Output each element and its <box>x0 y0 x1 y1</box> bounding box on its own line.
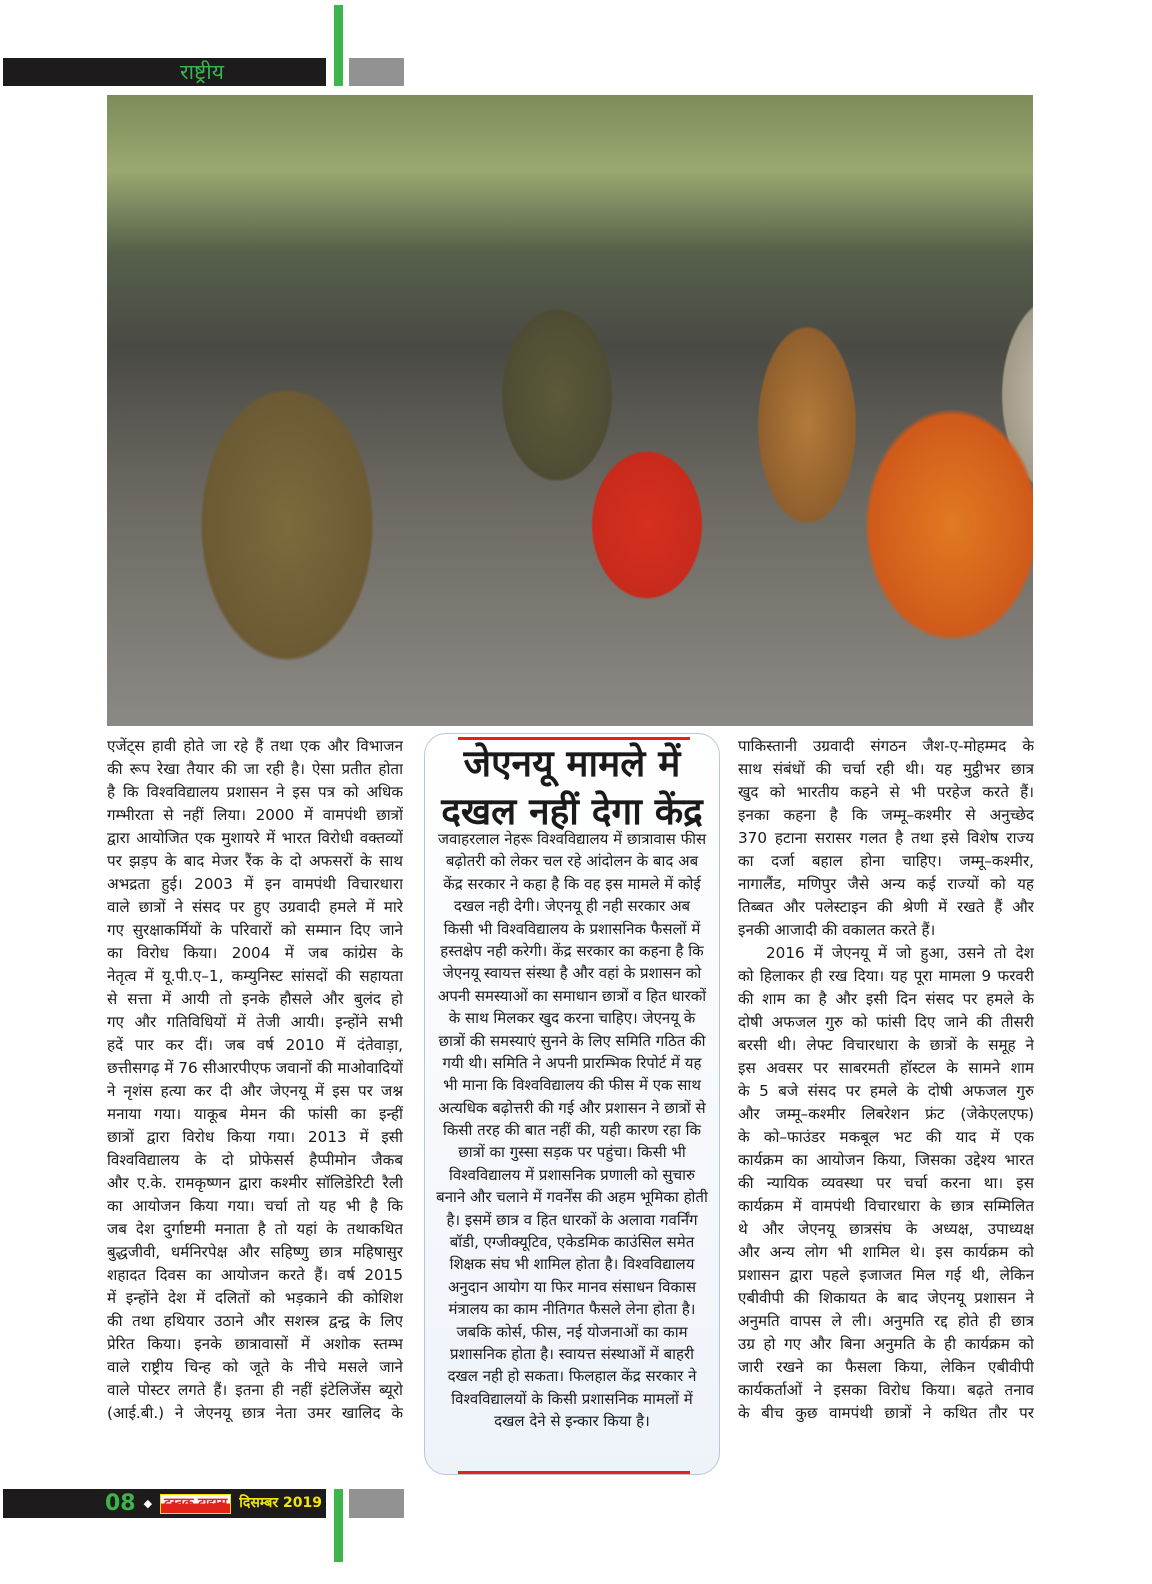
text-line: की न्यायिक व्यवस्था पर चर्चा करना था। इस <box>738 1174 1034 1192</box>
section-label: राष्ट्रीय <box>180 60 224 84</box>
text-line: इनकी आजादी की वकालत करते हैं। <box>738 921 936 939</box>
headline-line-1: जेएनयू मामले में <box>463 742 681 785</box>
text-line: प्रशासनिक होता है। स्वायत्त संस्थाओं में बाहरी <box>449 1344 695 1363</box>
text-line: शिक्षक संघ भी शामिल होता है। विश्वविद्यालय <box>449 1255 695 1274</box>
text-line: जबकि कोर्स, फीस, नई योजनाओं का काम <box>456 1322 688 1341</box>
text-line: हदें पार कर दीं। जब वर्ष 2010 में दंतेवाड़ा, <box>107 1036 403 1054</box>
text-line: किसी तरह की बात नहीं की, यही कारण रहा कि <box>442 1121 702 1140</box>
text-line: गए सुरक्षाकर्मियों के परिवारों को सम्मान दिए जाने <box>107 921 403 939</box>
text-line: बढ़ोतरी को लेकर चल रहे आंदोलन के बाद अब <box>445 852 699 871</box>
text-line: कार्यकर्ताओं ने इसका विरोध किया। बढ़ते तनाव <box>738 1381 1034 1399</box>
text-line: गयी थी। समिति ने अपनी प्रारम्भिक रिपोर्ट में यह <box>442 1053 702 1072</box>
text-line: और जम्मू–कश्मीर लिबरेशन फ्रंट (जेकेएलएफ) <box>738 1105 1034 1123</box>
text-line: वाले छात्रों ने संसद पर हुए उग्रवादी हमले में मारे <box>107 898 403 916</box>
text-line: 2016 में जेएनयू में जो हुआ, उसने तो देश <box>766 944 1034 962</box>
text-line: गम्भीरता से नहीं लिया। 2000 में वामपंथी छात्रों <box>107 806 403 824</box>
text-line: द्वारा आयोजित एक मुशायरे में भारत विरोधी वक्तव्यों <box>107 829 403 847</box>
protest-photo <box>107 95 1033 726</box>
text-line: तिब्बत और पलेस्टाइन की श्रेणी में रखते हैं और <box>738 898 1034 916</box>
text-line: के को–फाउंडर मकबूल भट की याद में एक <box>738 1128 1034 1146</box>
text-line: किसी भी विश्वविद्यालय के प्रशासनिक फैसलों में <box>443 919 701 938</box>
text-line: हस्तक्षेप नही करेगी। केंद्र सरकार का कहना है कि <box>440 941 704 960</box>
text-line: जारी रखने का फैसला किया, लेकिन एबीवीपी <box>738 1358 1034 1376</box>
text-line: एजेंट्स हावी होते जा रहे हैं तथा एक और विभाजन <box>107 737 403 755</box>
text-line: गए और गतिविधियों में तेजी आयी। इन्होंने सभी <box>107 1013 403 1031</box>
header-bar <box>3 58 326 86</box>
footer-green-accent <box>334 1489 343 1562</box>
text-line: के 5 बजे संसद पर हमले के दोषी अफजल गुरु <box>738 1082 1034 1100</box>
text-line: 370 हटाना सरासर गलत है तथा इसे विशेष राज्य <box>738 829 1034 847</box>
text-line: पाकिस्तानी उग्रवादी संगठन जैश-ए-मोहम्मद के <box>738 737 1034 755</box>
text-line: विश्वविद्यालयों के किसी प्रशासनिक मामलों में <box>451 1389 693 1408</box>
text-line: बनाने और चलाने में गवर्नेंस की अहम भूमिका होती <box>436 1188 708 1207</box>
text-line: बरसी थी। लेफ्ट विचारधारा के छात्रों के समूह ने <box>738 1036 1034 1054</box>
text-line: और ए.के. रामकृष्णन द्वारा कश्मीर सॉलिडेरिटी रैली <box>107 1174 403 1192</box>
text-line: प्रेरित किया। इनके छात्रावासों में अशोक स्तम्भ <box>107 1335 403 1353</box>
text-line: मंत्रालय का काम नीतिगत फैसले लेना होता है। <box>448 1300 696 1319</box>
text-line: है। इसमें छात्र व हित धारकों के अलावा गवर्निंग <box>446 1210 698 1229</box>
text-line: इनका कहना है कि जम्मू–कश्मीर से अनुच्छेद <box>738 806 1034 824</box>
text-line: जब देश दुर्गाष्टमी मनाता है तो यहां के तथाकथित <box>107 1220 403 1238</box>
text-line: की शाम का है और इसी दिन संसद पर हमले के <box>738 990 1034 1008</box>
text-line: खुद को भारतीय कहने से भी परहेज करते हैं। <box>738 783 1034 801</box>
text-line: है कि विश्वविद्यालय प्रशासन ने इस पत्र को अधिक <box>107 783 403 801</box>
text-line: पर झड़प के बाद मेजर रैंक के दो अफसरों के साथ <box>107 852 403 870</box>
text-line: विश्वविद्यालय में प्रशासनिक प्रणाली को सुचारु <box>449 1165 695 1184</box>
text-line: मनाया गया। याकूब मेमन की फांसी का इन्हीं <box>107 1105 403 1123</box>
text-line: का विरोध किया। 2004 में जब कांग्रेस के <box>107 944 403 962</box>
text-line: अनुमति वापस ले ली। अनुमति रद्द होते ही छात्र <box>738 1312 1034 1330</box>
text-line: दखल देने से इन्कार किया है। <box>494 1412 650 1431</box>
header-gray-block <box>349 58 404 86</box>
text-line: इस अवसर पर साबरमती हॉस्टल के सामने शाम <box>738 1059 1034 1077</box>
text-line: प्रशासन द्वारा पहले इजाजत मिल गई थी, लेकिन <box>738 1266 1034 1284</box>
footer-gray-block <box>349 1489 404 1518</box>
article-column-left <box>107 735 403 1425</box>
text-line: दोषी अफजल गुरु को फांसी दिए जाने की तीसरी <box>738 1013 1034 1031</box>
text-line: को हिलाकर ही रख दिया। यह पूरा मामला 9 फरवरी <box>738 967 1034 985</box>
page-number: 08 <box>105 1491 136 1516</box>
text-line: साथ संबंधों की चर्चा रही थी। यह मुट्ठीभर छात्र <box>738 760 1034 778</box>
text-line: अनुदान आयोग या फिर मानव संसाधन विकास <box>447 1277 697 1296</box>
text-line: अपनी समस्याओं का समाधान छात्रों व हित धारकों <box>437 986 707 1005</box>
text-line: के साथ मिलकर खुद करना चाहिए। जेएनयू के <box>448 1009 696 1028</box>
text-line: की तथा हथियार उठाने और सशस्त्र द्वन्द्व के लिए <box>107 1312 403 1330</box>
header-green-accent <box>334 5 343 86</box>
text-line: से सत्ता में आयी तो इनके हौसले और बुलंद हो <box>107 990 403 1008</box>
text-line: शहादत दिवस का आयोजन करते हैं। वर्ष 2015 <box>107 1266 403 1284</box>
text-line: जेएनयू स्वायत्त संस्था है और वहां के प्रशासन को <box>442 964 702 983</box>
text-line: छात्रों का गुस्सा सड़क पर पहुंचा। किसी भी <box>458 1143 686 1162</box>
text-line: नेतृत्व में यू.पी.ए–1, कम्युनिस्ट सांसदों की सहायता <box>107 967 403 985</box>
text-line: एबीवीपी की शिकायत के बाद जेएनयू प्रशासन ने <box>738 1289 1034 1307</box>
text-line: अभद्रता हुई। 2003 में इन वामपंथी विचारधारा <box>107 875 403 893</box>
sidebar-headline <box>424 740 720 836</box>
text-line: केंद्र सरकार ने कहा है कि वह इस मामले में कोई <box>443 874 701 893</box>
text-line: छत्तीसगढ़ में 76 सीआरपीएफ जवानों की माओवादियों <box>107 1059 403 1077</box>
text-line: वाले राष्ट्रीय चिन्ह को जूते के नीचे मसले जाने <box>107 1358 403 1376</box>
text-line: कार्यक्रम में वामपंथी विचारधारा के छात्र सम्मिलित <box>738 1197 1034 1215</box>
text-line: जवाहरलाल नेहरू विश्वविद्यालय में छात्रावास फीस <box>437 830 707 848</box>
text-line: थे और जेएनयू छात्रसंघ के अध्यक्ष, उपाध्यक्ष <box>738 1220 1034 1238</box>
text-line: के बीच कुछ वामपंथी छात्रों ने कथित तौर पर <box>738 1404 1034 1422</box>
footer-folio <box>105 1489 322 1518</box>
text-line: की रूप रेखा तैयार की जा रही है। ऐसा प्रतीत होता <box>107 760 403 778</box>
text-line: छात्रों की समस्याएं सुनने के लिए समिति गठित की <box>438 1031 706 1050</box>
text-line: कार्यक्रम का आयोजन किया, जिसका उद्देश्य भारत <box>738 1151 1034 1169</box>
text-line: नागालैंड, मणिपुर जैसे अन्य कई राज्यों को यह <box>738 875 1034 893</box>
sidebar-body <box>424 828 720 1433</box>
text-line: (आई.बी.) ने जेएनयू छात्र नेता उमर खालिद के <box>107 1404 403 1422</box>
text-line: भी माना कि विश्वविद्यालय की फीस में एक साथ <box>443 1076 701 1095</box>
text-line: बुद्धजीवी, धर्मनिरपेक्ष और सहिष्णु छात्र महिषासुर <box>107 1243 403 1261</box>
text-line: वाले पोस्टर लगते हैं। इतना ही नहीं इंटेलिजेंस ब्यूरो <box>107 1381 403 1399</box>
text-line: दखल नही हो सकता। फिलहाल केंद्र सरकार ने <box>447 1367 697 1386</box>
text-line: छात्रों द्वारा विरोध किया गया। 2013 में इसी <box>107 1128 403 1146</box>
headline-line-2: दखल नहीं देगा केंद्र <box>441 790 703 833</box>
sidebar-bottom-rule <box>458 1471 690 1474</box>
text-line: उग्र हो गए और बिना अनुमति के ही कार्यक्रम को <box>738 1335 1034 1353</box>
text-line: का आयोजन किया गया। चर्चा तो यह भी है कि <box>107 1197 403 1215</box>
text-line: में इन्होंने देश में दलितों को भड़काने की कोशिश <box>107 1289 403 1307</box>
text-line: विश्वविद्यालय के दो प्रोफेसर्स हैप्पीमोन जैकब <box>107 1151 403 1169</box>
publication-logo: दस्तक टाइम्स <box>160 1494 231 1514</box>
text-line: अत्यधिक बढ़ोत्तरी की गई और प्रशासन ने छात्रों से <box>438 1098 706 1117</box>
text-line: और अन्य लोग भी शामिल थे। इस कार्यक्रम को <box>738 1243 1034 1261</box>
article-column-right <box>738 735 1034 1425</box>
text-line: ने नृशंस हत्या कर दी और जेएनयू में इस पर जश्न <box>107 1082 403 1100</box>
issue-date: दिसम्बर 2019 <box>239 1495 322 1511</box>
text-line: दखल नही देगी। जेएनयू ही नही सरकार अब <box>453 897 691 916</box>
diamond-bullet-icon: ◆ <box>143 1497 153 1510</box>
text-line: बॉडी, एग्जीक्यूटिव, एकेडमिक काउंसिल समेत <box>449 1233 695 1252</box>
text-line: का दर्जा बहाल होना चाहिए। जम्मू–कश्मीर, <box>738 852 1034 870</box>
